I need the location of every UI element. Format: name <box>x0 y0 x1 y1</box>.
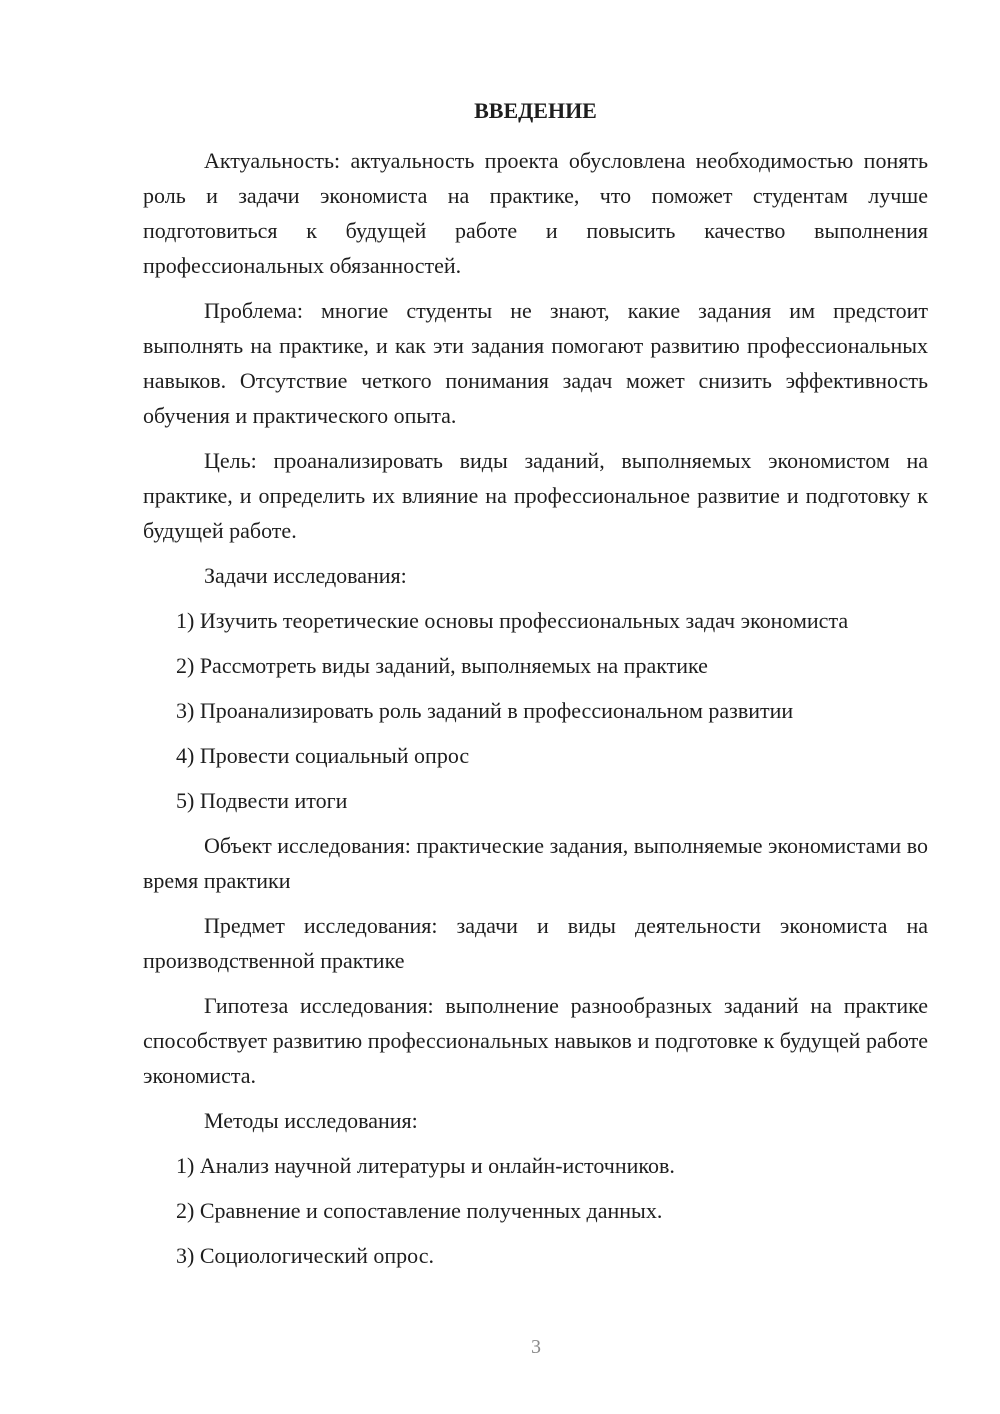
paragraph-object: Объект исследования: практические задания, выполняемые экономистами во время практики <box>143 833 928 893</box>
section-title: ВВЕДЕНИЕ <box>474 98 597 123</box>
paragraph-subject: Предмет исследования: задачи и виды деятельности экономиста на производственной практике <box>143 913 928 973</box>
method-item-1: 1) Анализ научной литературы и онлайн-источников. <box>176 1153 675 1178</box>
task-item-1: 1) Изучить теоретические основы профессиональных задач экономиста <box>176 608 849 633</box>
paragraph-relevance: Актуальность: актуальность проекта обусловлена необходимостью понять роль и задачи экономиста на практике, что поможет студентам лучше подготовиться к будущей работе и повысить качество выполнения профессиональных обязанностей. <box>143 148 928 278</box>
tasks-heading: Задачи исследования: <box>204 563 407 588</box>
task-item-2: 2) Рассмотреть виды заданий, выполняемых на практике <box>176 653 708 678</box>
paragraph-hypothesis: Гипотеза исследования: выполнение разнообразных заданий на практике способствует развитию профессиональных навыков и подготовке к будущей работе экономиста. <box>143 993 928 1088</box>
paragraph-problem: Проблема: многие студенты не знают, какие задания им предстоит выполнять на практике, и как эти задания помогают развитию профессиональных навыков. Отсутствие четкого понимания задач может снизить эффективность обучения и практического опыта. <box>143 298 928 428</box>
method-item-2: 2) Сравнение и сопоставление полученных данных. <box>176 1198 663 1223</box>
task-item-4: 4) Провести социальный опрос <box>176 743 470 768</box>
page-number: 3 <box>531 1336 541 1358</box>
method-item-3: 3) Социологический опрос. <box>176 1243 434 1268</box>
methods-heading: Методы исследования: <box>204 1108 418 1133</box>
document-body <box>143 93 928 1283</box>
task-item-5: 5) Подвести итоги <box>176 788 348 813</box>
paragraph-goal: Цель: проанализировать виды заданий, выполняемых экономистом на практике, и определить их влияние на профессиональное развитие и подготовку к будущей работе. <box>143 448 928 543</box>
task-item-3: 3) Проанализировать роль заданий в профессиональном развитии <box>176 698 794 723</box>
